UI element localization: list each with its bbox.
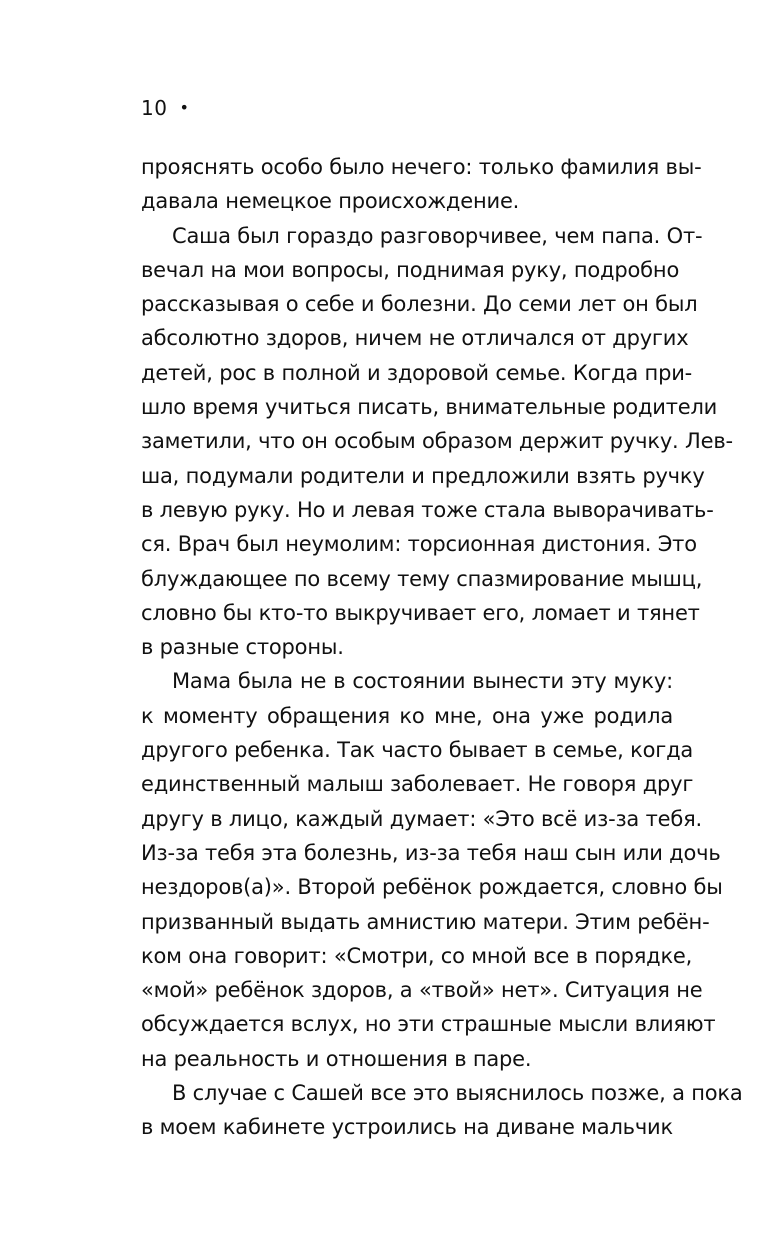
text-line: в левую руку. Но и левая тоже стала выворачивать- (141, 497, 714, 522)
text-line: на реальность и отношения в паре. (141, 1046, 532, 1071)
text-line: абсолютно здоров, ничем не отличался от других (141, 326, 689, 351)
page-number: 10 (141, 96, 168, 120)
text-line: нездоров(а)». Второй ребёнок рождается, словно бы (141, 875, 723, 900)
body-text (141, 150, 743, 1145)
text-line: детей, рос в полной и здоровой семье. Когда при- (141, 360, 693, 385)
text-line: в моем кабинете устроились на диване мальчик (141, 1115, 673, 1140)
text-line: к моменту обращения ко мне, она уже родила (141, 703, 673, 728)
text-line: в разные стороны. (141, 635, 344, 660)
text-line: рассказывая о себе и болезни. До семи лет он был (141, 292, 698, 317)
text-line: обсуждается вслух, но эти страшные мысли влияют (141, 1012, 716, 1037)
header-bullet: • (179, 98, 190, 117)
text-line: «мой» ребёнок здоров, а «твой» нет». Ситуация не (141, 978, 703, 1003)
page-header (141, 96, 189, 120)
text-line: другого ребенка. Так часто бывает в семье, когда (141, 738, 694, 763)
text-line: Мама была не в состоянии вынести эту муку: (172, 669, 673, 694)
text-line: ком она говорит: «Смотри, со мной все в порядке, (141, 943, 693, 968)
text-line: блуждающее по всему тему спазмирование мышц, (141, 566, 703, 591)
text-line: словно бы кто-то выкручивает его, ломает и тянет (141, 600, 700, 625)
text-line: ша, подумали родители и предложили взять ручку (141, 463, 705, 488)
text-line: вечал на мои вопросы, поднимая руку, подробно (141, 257, 680, 282)
text-line: ся. Врач был неумолим: торсионная дистония. Это (141, 532, 697, 557)
text-line: давала немецкое происхождение. (141, 189, 520, 214)
text-line: шло время учиться писать, внимательные родители (141, 395, 718, 420)
text-line: единственный малыш заболевает. Не говоря друг (141, 772, 694, 797)
text-line: прояснять особо было нечего: только фамилия вы- (141, 155, 702, 179)
text-line: Из-за тебя эта болезнь, из-за тебя наш сын или дочь (141, 840, 721, 865)
text-line: призванный выдать амнистию матери. Этим ребён- (141, 909, 710, 934)
text-line: другу в лицо, каждый думает: «Это всё из-за тебя. (141, 806, 702, 831)
text-line: В случае с Сашей все это выяснилось позже, а пока (172, 1081, 743, 1106)
text-line: Саша был гораздо разговорчивее, чем папа. От- (172, 223, 703, 248)
text-line: заметили, что он особым образом держит ручку. Лев- (141, 429, 733, 454)
